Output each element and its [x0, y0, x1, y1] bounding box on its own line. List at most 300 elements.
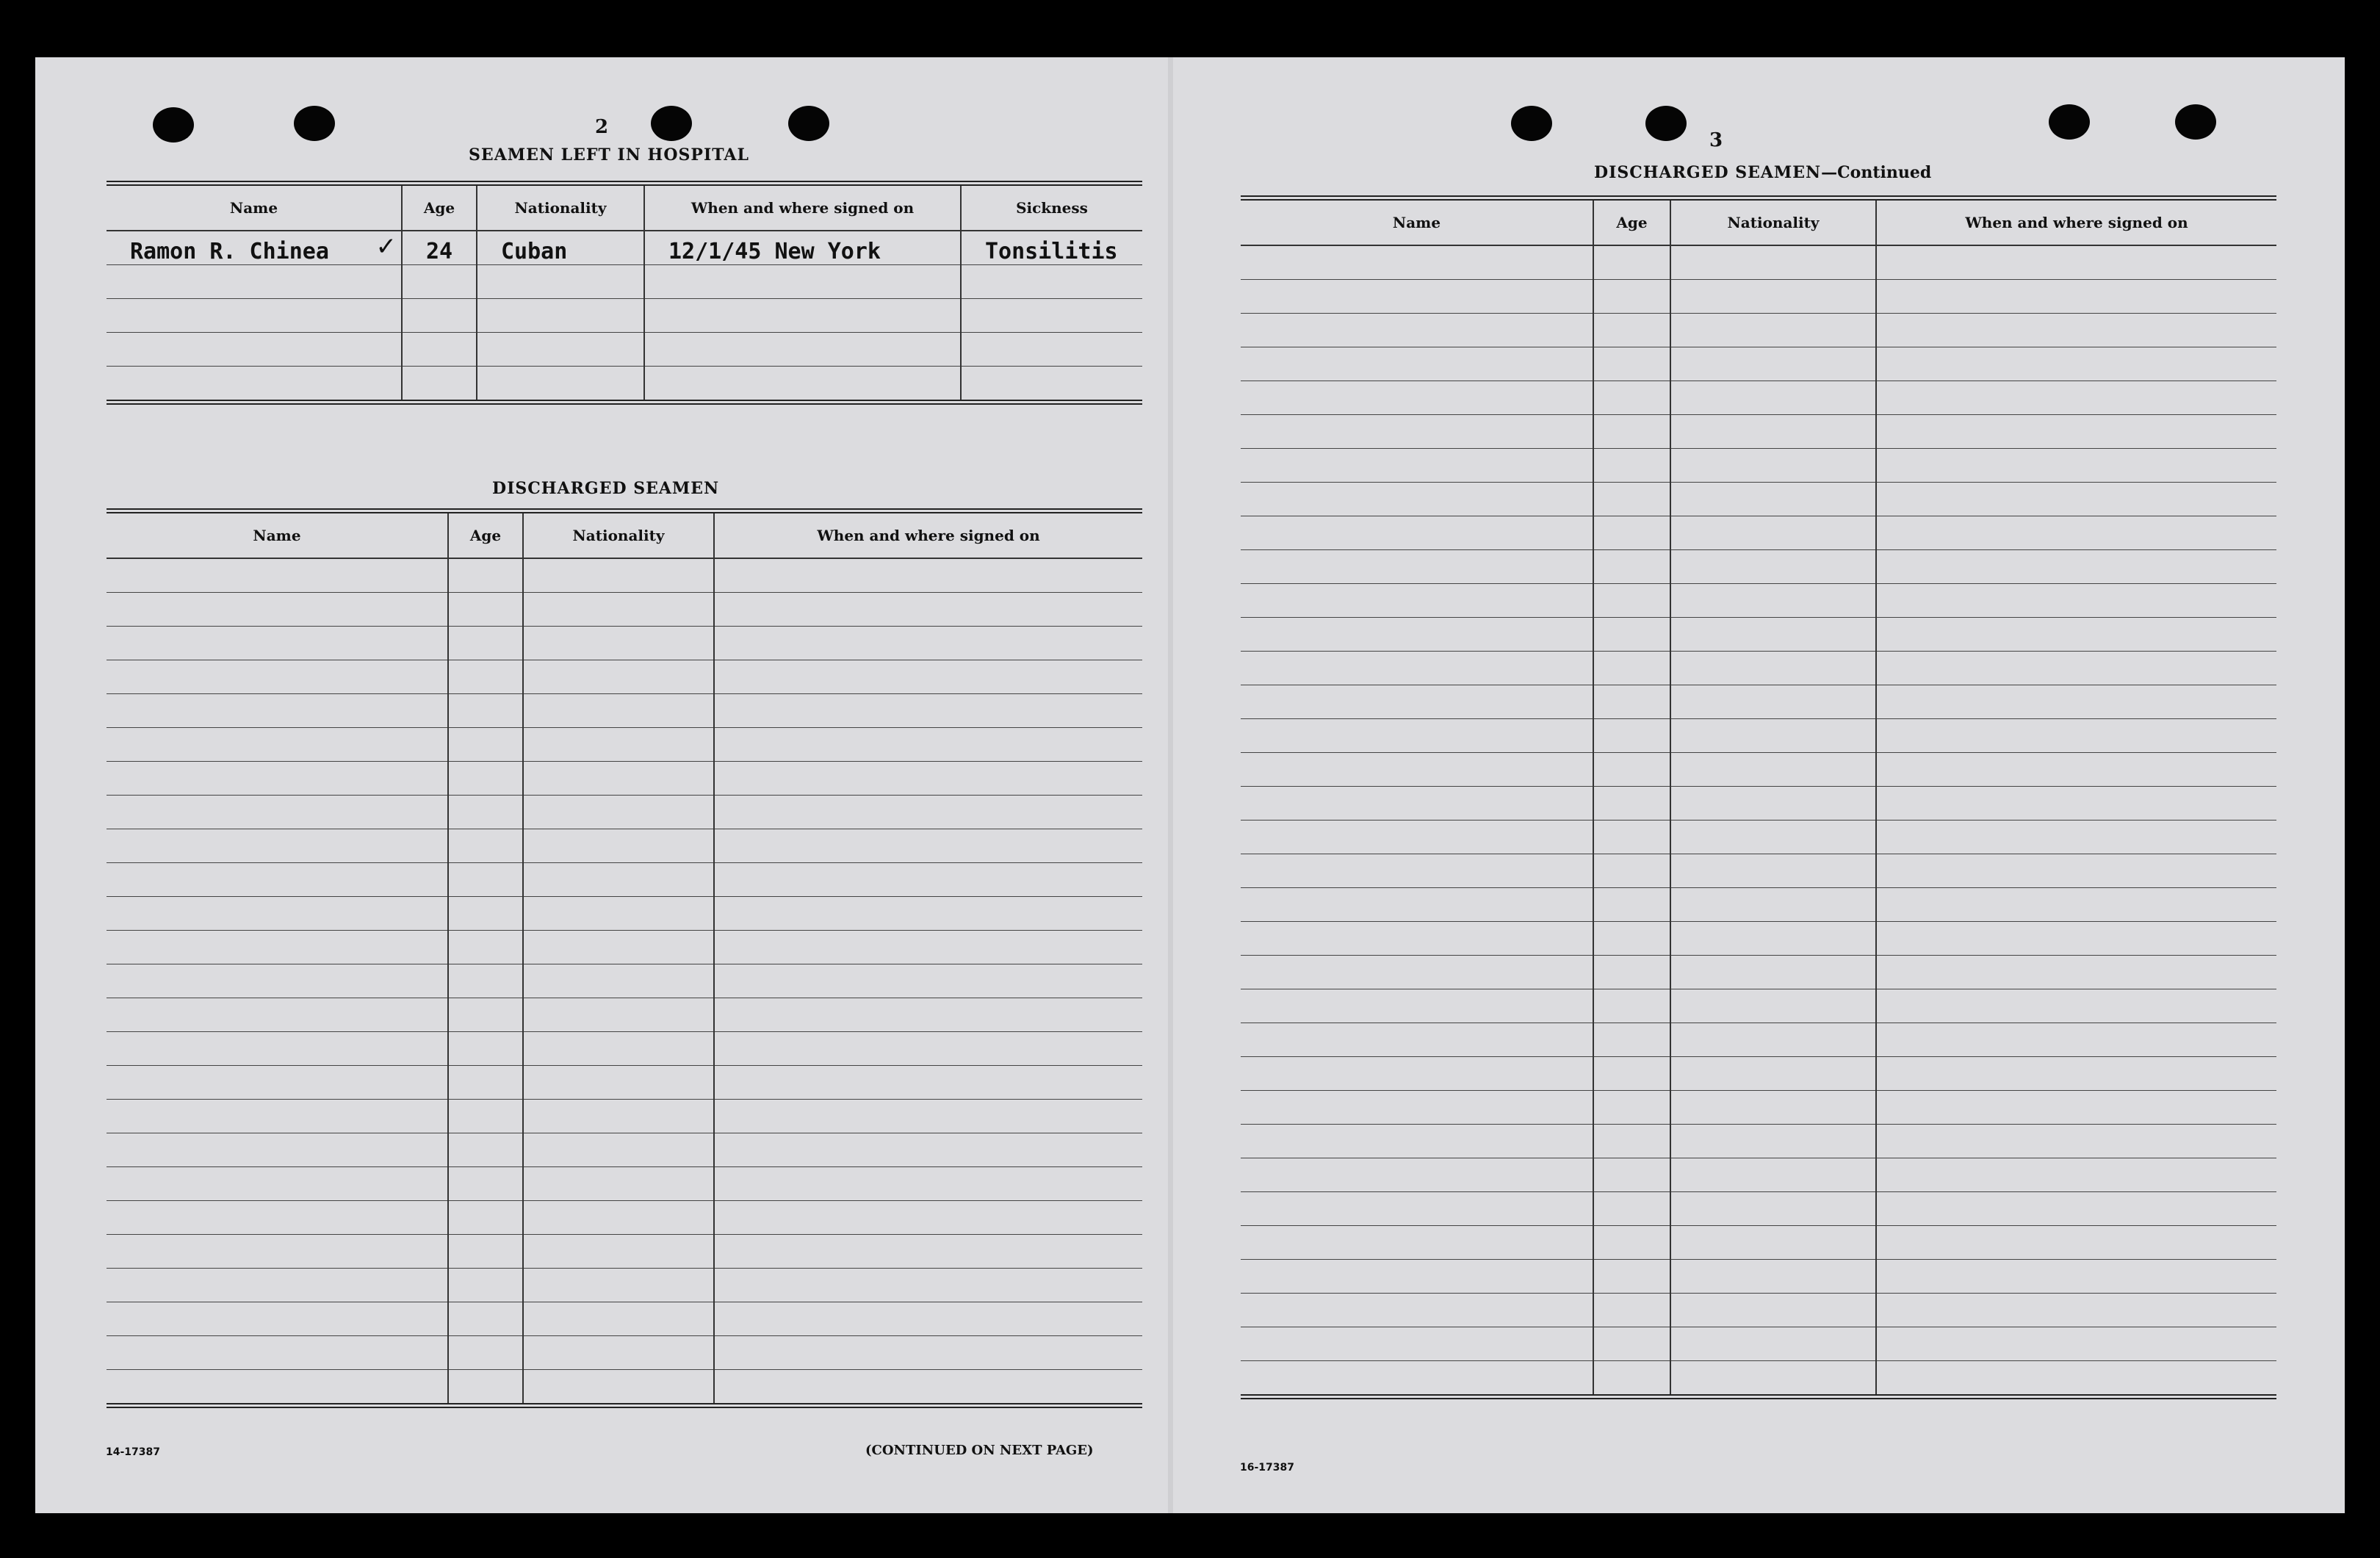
table-cell — [1241, 821, 1593, 854]
table-cell — [644, 367, 961, 403]
table-cell — [1670, 956, 1876, 989]
table-row — [1241, 1091, 2276, 1125]
column-header: When and where signed on — [1876, 198, 2276, 246]
table-cell — [107, 627, 448, 660]
table-row — [107, 762, 1142, 796]
table-cell — [1670, 854, 1876, 888]
table-cell — [1876, 314, 2276, 347]
table-cell — [1876, 1125, 2276, 1158]
table-row — [1241, 245, 2276, 280]
table-row — [107, 660, 1142, 694]
table-cell — [448, 627, 523, 660]
table-cell — [1876, 1327, 2276, 1361]
table-cell — [1593, 787, 1670, 821]
table-row — [1241, 854, 2276, 888]
table-cell — [1593, 314, 1670, 347]
table-cell — [448, 762, 523, 796]
table-cell — [714, 998, 1142, 1032]
binder-hole — [651, 106, 692, 141]
table-cell — [1241, 1125, 1593, 1158]
table-cell — [448, 1032, 523, 1066]
heading-suffix: —Continued — [1821, 163, 1932, 182]
table-cell — [1670, 618, 1876, 652]
table-cell — [1670, 821, 1876, 854]
table-cell — [523, 1133, 714, 1167]
table-row — [1241, 550, 2276, 584]
column-header: Nationality — [523, 511, 714, 559]
table-row — [107, 231, 1142, 265]
table-cell — [714, 593, 1142, 627]
table-cell — [523, 931, 714, 964]
table-cell — [714, 627, 1142, 660]
table-cell — [644, 265, 961, 299]
table-cell — [1593, 550, 1670, 584]
table-cell — [107, 265, 402, 299]
table-cell — [1670, 1192, 1876, 1226]
table-cell — [644, 299, 961, 333]
table-row — [1241, 1023, 2276, 1057]
table-row — [1241, 888, 2276, 922]
table-row — [1241, 584, 2276, 618]
table-cell — [448, 1302, 523, 1336]
table-row — [107, 299, 1142, 333]
table-cell — [1593, 888, 1670, 922]
table-cell — [1241, 1294, 1593, 1327]
page-number: 2 — [595, 116, 609, 138]
table-row — [107, 265, 1142, 299]
table-cell — [523, 1100, 714, 1133]
table-cell — [107, 1167, 448, 1201]
table-row — [107, 829, 1142, 863]
table-cell — [448, 1370, 523, 1406]
table-cell — [1670, 888, 1876, 922]
table-cell — [1241, 956, 1593, 989]
column-header: Name — [107, 184, 402, 231]
table-cell — [1670, 584, 1876, 618]
table-cell — [1876, 280, 2276, 314]
table-row — [1241, 787, 2276, 821]
table-cell — [1241, 1158, 1593, 1192]
table-cell — [714, 1133, 1142, 1167]
table-cell — [1670, 449, 1876, 483]
table-row — [1241, 347, 2276, 381]
table-cell — [1593, 1023, 1670, 1057]
table-cell — [448, 1336, 523, 1370]
table-cell — [961, 367, 1142, 403]
table-cell — [1670, 1023, 1876, 1057]
table-cell — [107, 1336, 448, 1370]
table-cell — [1876, 245, 2276, 280]
table-cell — [714, 1032, 1142, 1066]
hospital-table — [107, 181, 1142, 405]
table-cell — [644, 333, 961, 367]
table-cell — [714, 1302, 1142, 1336]
table-row — [1241, 719, 2276, 753]
table-cell — [523, 1066, 714, 1100]
table-cell — [1593, 245, 1670, 280]
table-row — [107, 558, 1142, 593]
table-cell — [1670, 1260, 1876, 1294]
table-cell — [107, 931, 448, 964]
table-row — [107, 1302, 1142, 1336]
column-header: Age — [402, 184, 477, 231]
table-cell — [1593, 1091, 1670, 1125]
table-cell — [1876, 1023, 2276, 1057]
right-page — [1173, 57, 2345, 1513]
table-cell — [1876, 922, 2276, 956]
table-cell — [1876, 854, 2276, 888]
table-cell — [1241, 280, 1593, 314]
table-cell — [107, 367, 402, 403]
table-cell — [1593, 449, 1670, 483]
table-cell — [1241, 922, 1593, 956]
table-cell — [523, 728, 714, 762]
table-cell — [1876, 415, 2276, 449]
table-cell — [107, 796, 448, 829]
table-cell — [1876, 516, 2276, 550]
table-cell — [1593, 922, 1670, 956]
table-row — [1241, 922, 2276, 956]
table-cell — [523, 796, 714, 829]
table-row — [1241, 1192, 2276, 1226]
table-row — [1241, 280, 2276, 314]
column-header: Nationality — [477, 184, 644, 231]
table-cell — [1876, 989, 2276, 1023]
check-mark: ✓ — [375, 232, 397, 262]
table-cell — [1241, 989, 1593, 1023]
table-cell — [714, 1235, 1142, 1269]
table-cell — [714, 728, 1142, 762]
table-cell — [1670, 1057, 1876, 1091]
table-cell — [714, 897, 1142, 931]
heading-main: DISCHARGED SEAMEN — [1594, 163, 1822, 182]
table-row — [107, 1235, 1142, 1269]
table-cell — [1593, 1361, 1670, 1397]
table-cell — [1876, 381, 2276, 415]
table-cell — [714, 558, 1142, 593]
table-cell — [448, 863, 523, 897]
table-row — [1241, 1158, 2276, 1192]
table-cell — [1593, 584, 1670, 618]
table-cell — [107, 558, 448, 593]
table-cell — [523, 627, 714, 660]
table-cell — [714, 1370, 1142, 1406]
table-cell — [523, 1336, 714, 1370]
table-row — [1241, 314, 2276, 347]
left-page — [35, 57, 1170, 1513]
table-cell — [107, 863, 448, 897]
table-cell — [1876, 1091, 2276, 1125]
table-cell — [1241, 584, 1593, 618]
table-cell — [1876, 1260, 2276, 1294]
table-cell — [1670, 719, 1876, 753]
table-cell — [523, 1032, 714, 1066]
table-cell — [107, 829, 448, 863]
table-row — [107, 627, 1142, 660]
table-cell — [1593, 347, 1670, 381]
table-cell — [448, 558, 523, 593]
table-cell — [523, 660, 714, 694]
column-header: Name — [107, 511, 448, 559]
table-cell — [1876, 1158, 2276, 1192]
table-cell — [523, 1201, 714, 1235]
table-cell — [448, 796, 523, 829]
table-cell — [107, 299, 402, 333]
table-cell — [1876, 652, 2276, 685]
table-cell — [107, 333, 402, 367]
table-cell — [107, 660, 448, 694]
table-row — [1241, 1260, 2276, 1294]
column-header: Nationality — [1670, 198, 1876, 246]
table-cell — [1876, 1057, 2276, 1091]
table-row — [107, 1066, 1142, 1100]
form-number: 14-17387 — [106, 1446, 160, 1458]
table-cell — [1241, 719, 1593, 753]
table-cell — [107, 1032, 448, 1066]
table-cell — [1670, 314, 1876, 347]
table-row — [1241, 652, 2276, 685]
binder-hole — [294, 106, 335, 141]
table-cell — [1593, 280, 1670, 314]
table-cell — [1593, 1327, 1670, 1361]
table-row — [107, 897, 1142, 931]
table-cell — [1593, 1294, 1670, 1327]
table-cell — [961, 333, 1142, 367]
table-cell — [448, 728, 523, 762]
table-cell — [1876, 753, 2276, 787]
table-cell — [523, 593, 714, 627]
table-cell — [714, 660, 1142, 694]
table-cell — [448, 1201, 523, 1235]
table-row — [1241, 1361, 2276, 1397]
table-row — [107, 1133, 1142, 1167]
column-header: When and where signed on — [644, 184, 961, 231]
table-cell — [1593, 685, 1670, 719]
table-cell — [1241, 1260, 1593, 1294]
binder-hole — [1645, 106, 1687, 141]
table-cell — [523, 1269, 714, 1302]
table-cell — [1876, 685, 2276, 719]
table-cell — [1670, 1361, 1876, 1397]
table-cell — [714, 829, 1142, 863]
table-cell — [1241, 1057, 1593, 1091]
table-cell — [448, 1235, 523, 1269]
table-cell — [714, 796, 1142, 829]
table-row — [107, 1201, 1142, 1235]
table-cell — [1593, 415, 1670, 449]
table-cell — [1670, 550, 1876, 584]
table-row — [1241, 685, 2276, 719]
column-header: Name — [1241, 198, 1593, 246]
table-cell: 24 — [402, 231, 477, 265]
table-cell — [523, 829, 714, 863]
binder-hole — [2049, 104, 2090, 140]
binder-hole — [788, 106, 829, 141]
table-cell — [1670, 245, 1876, 280]
table-cell — [477, 367, 644, 403]
table-cell — [1241, 245, 1593, 280]
table-cell — [448, 660, 523, 694]
table-cell — [1241, 1091, 1593, 1125]
table-cell — [1670, 1294, 1876, 1327]
table-cell — [107, 1100, 448, 1133]
table-cell — [1241, 449, 1593, 483]
table-row — [107, 796, 1142, 829]
table-cell — [1876, 1226, 2276, 1260]
table-row — [1241, 516, 2276, 550]
table-cell — [1670, 1226, 1876, 1260]
table-cell — [1876, 821, 2276, 854]
table-row — [1241, 483, 2276, 516]
table-cell — [1876, 787, 2276, 821]
table-cell: Cuban — [477, 231, 644, 265]
table-cell: Tonsilitis — [961, 231, 1142, 265]
table-cell — [1876, 1361, 2276, 1397]
table-cell — [523, 964, 714, 998]
table-cell — [1241, 483, 1593, 516]
table-cell — [1593, 1125, 1670, 1158]
table-cell — [107, 1269, 448, 1302]
table-cell — [1876, 719, 2276, 753]
table-cell — [448, 964, 523, 998]
table-cell — [714, 931, 1142, 964]
table-cell — [1241, 618, 1593, 652]
table-cell — [1670, 1158, 1876, 1192]
table-cell — [1241, 685, 1593, 719]
table-cell — [107, 1235, 448, 1269]
table-cell — [448, 931, 523, 964]
table-cell — [107, 1201, 448, 1235]
table-cell — [1593, 989, 1670, 1023]
table-cell — [1670, 989, 1876, 1023]
table-cell — [1241, 550, 1593, 584]
binder-hole — [153, 107, 194, 143]
table-cell — [1876, 550, 2276, 584]
table-cell — [1241, 314, 1593, 347]
table-cell — [1670, 280, 1876, 314]
table-cell — [1241, 516, 1593, 550]
table-cell — [1593, 652, 1670, 685]
table-cell — [448, 1167, 523, 1201]
table-cell — [1670, 1091, 1876, 1125]
table-cell — [1241, 1192, 1593, 1226]
table-cell — [107, 728, 448, 762]
discharged-continued-table — [1241, 195, 2276, 1399]
table-cell — [448, 1269, 523, 1302]
table-cell: Ramon R. Chinea ✓ — [107, 231, 402, 265]
table-cell — [1241, 1361, 1593, 1397]
table-cell — [1241, 888, 1593, 922]
table-cell — [961, 265, 1142, 299]
table-cell — [1241, 347, 1593, 381]
table-cell — [107, 694, 448, 728]
table-cell — [523, 897, 714, 931]
table-cell — [1593, 854, 1670, 888]
table-row — [107, 333, 1142, 367]
table-row — [1241, 1327, 2276, 1361]
table-cell — [1670, 483, 1876, 516]
table-row — [107, 998, 1142, 1032]
table-row — [107, 964, 1142, 998]
table-row — [107, 367, 1142, 403]
table-cell — [523, 1167, 714, 1201]
table-cell — [714, 1336, 1142, 1370]
table-cell — [523, 558, 714, 593]
table-cell — [714, 1167, 1142, 1201]
table-cell — [714, 762, 1142, 796]
table-cell — [1241, 854, 1593, 888]
table-row — [1241, 449, 2276, 483]
table-cell — [1670, 652, 1876, 685]
table-row — [107, 863, 1142, 897]
table-row — [1241, 415, 2276, 449]
table-cell — [1670, 753, 1876, 787]
table-cell — [107, 897, 448, 931]
table-cell — [1241, 381, 1593, 415]
table-cell — [448, 998, 523, 1032]
table-cell — [1670, 685, 1876, 719]
table-cell — [523, 1235, 714, 1269]
table-cell — [714, 694, 1142, 728]
table-cell — [1876, 888, 2276, 922]
table-row — [1241, 1226, 2276, 1260]
table-cell — [523, 1370, 714, 1406]
discharged-table — [107, 508, 1142, 1408]
table-cell — [1593, 1226, 1670, 1260]
table-row — [1241, 821, 2276, 854]
table-cell — [477, 265, 644, 299]
table-cell — [1241, 1327, 1593, 1361]
table-cell — [402, 333, 477, 367]
table-cell — [1670, 1125, 1876, 1158]
table-cell — [1876, 449, 2276, 483]
table-row — [1241, 753, 2276, 787]
table-cell — [714, 863, 1142, 897]
table-cell — [1670, 787, 1876, 821]
table-cell — [1670, 347, 1876, 381]
table-row — [107, 931, 1142, 964]
continued-note: (CONTINUED ON NEXT PAGE) — [865, 1443, 1094, 1458]
table-cell — [1593, 516, 1670, 550]
table-cell — [107, 1370, 448, 1406]
table-cell — [714, 964, 1142, 998]
table-cell — [402, 299, 477, 333]
table-cell — [1876, 1294, 2276, 1327]
table-cell — [107, 1133, 448, 1167]
table-row — [1241, 618, 2276, 652]
table-row — [1241, 956, 2276, 989]
table-cell — [1876, 956, 2276, 989]
table-cell — [1241, 753, 1593, 787]
table-cell — [1670, 922, 1876, 956]
table-cell — [1241, 415, 1593, 449]
table-row — [107, 1370, 1142, 1406]
table-cell — [107, 593, 448, 627]
table-cell — [402, 265, 477, 299]
table-cell — [107, 964, 448, 998]
table-cell: 12/1/45 New York — [644, 231, 961, 265]
table-cell — [1876, 1192, 2276, 1226]
table-cell — [714, 1100, 1142, 1133]
table-cell — [523, 1302, 714, 1336]
table-cell — [523, 863, 714, 897]
table-cell — [523, 694, 714, 728]
table-cell — [402, 367, 477, 403]
table-cell — [1593, 1057, 1670, 1091]
column-header: When and where signed on — [714, 511, 1142, 559]
table-cell — [1593, 1158, 1670, 1192]
table-cell — [1876, 483, 2276, 516]
